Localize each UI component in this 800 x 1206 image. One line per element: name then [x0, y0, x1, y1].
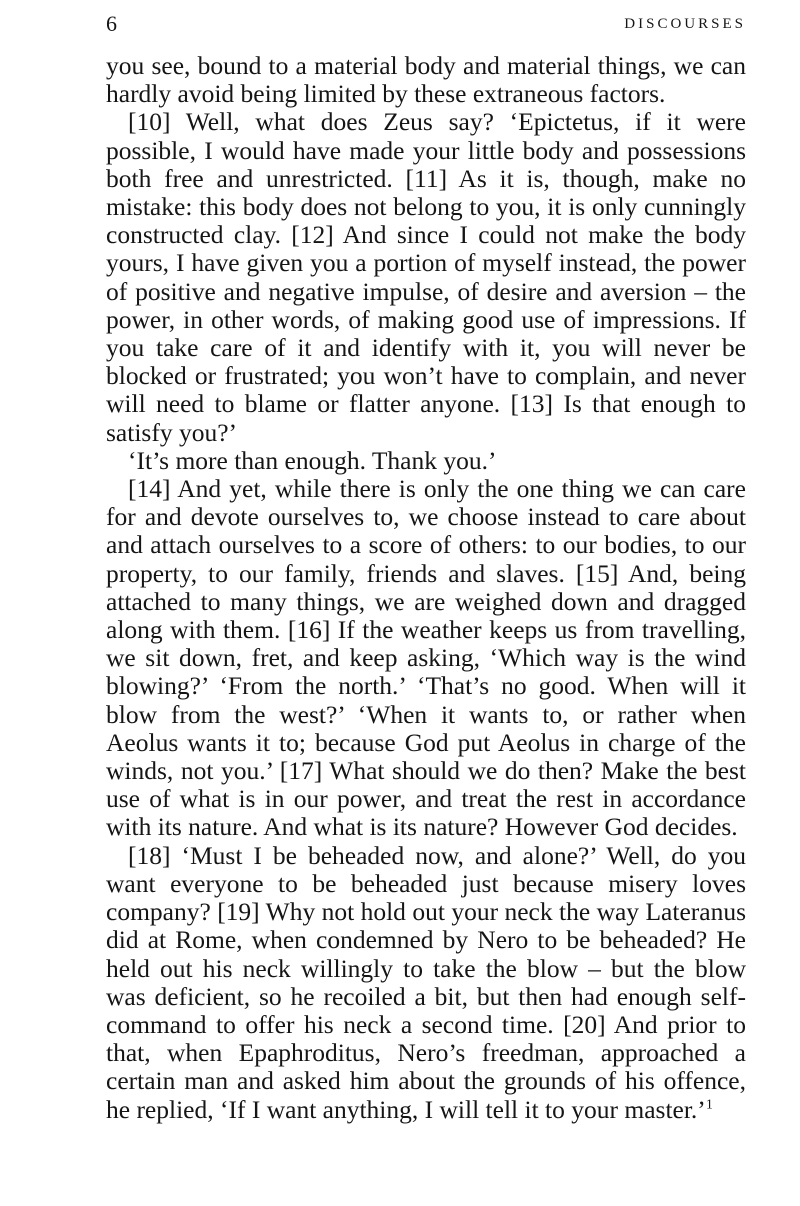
body-text [106, 52, 746, 1124]
paragraph-beheading-text: [18] ‘Must I be beheaded now, and alone?’ Well, do you want everyone to be beheaded just because misery loves company? [19] Why not hold out your neck the way Lateranus did at Rome, when condemned by Nero to be beheaded? He held out his neck willingly to take the blow – but the blow was deficient, so he recoiled a bit, but then had enough self-command to offer his neck a second time. [20] And prior to that, when Epaphroditus, Nero’s freedman, approached a certain man and asked him about the grounds of his offence, he replied, ‘If I want anything, I will tell it to your master.’ [106, 840, 746, 1124]
page-number: 6 [106, 11, 117, 36]
paragraph-continued: you see, bound to a material body and material things, we can hardly avoid being limited by these extraneous factors. [106, 51, 746, 109]
paragraph-attachments: [14] And yet, while there is only the one thing we can care for and devote ourselves to, we choose instead to care about and attach ourselves to a score of others: to our bodies, to our property, to our family, friends and slaves. [15] And, being attached to many things, we are weighed down and dragged along with them. [16] If the weather keeps us from travelling, we sit down, fret, and keep asking, ‘Which way is the wind blowing?’ ‘From the north.’ ‘That’s no good. When will it blow from the west?’ ‘When it wants to, or rather when Aeolus wants it to; because God put Aeolus in charge of the winds, not you.’ [17] What should we do then? Make the best use of what is in our power, and treat the rest in accordance with its nature. And what is its nature? However God decides. [106, 474, 746, 842]
paragraph-beheading [106, 842, 746, 1124]
running-head [106, 12, 746, 36]
paragraph-reply: ‘It’s more than enough. Thank you.’ [128, 445, 497, 475]
footnote-marker: 1 [705, 1097, 713, 1113]
paragraph-zeus-speech: [10] Well, what does Zeus say? ‘Epictetus, if it were possible, I would have made your little body and possessions both free and unrestricted. [11] As it is, though, make no mistake: this body does not belong to you, it is only cunningly constructed clay. [12] And since I could not make the body yours, I have given you a portion of myself instead, the power of positive and negative impulse, of desire and aversion – the power, in other words, of making good use of impressions. If you take care of it and identify with it, you will never be blocked or frustrated; you won’t have to complain, and never will need to blame or flatter anyone. [13] Is that enough to satisfy you?’ [106, 107, 746, 447]
running-title: DISCOURSES [624, 16, 746, 32]
